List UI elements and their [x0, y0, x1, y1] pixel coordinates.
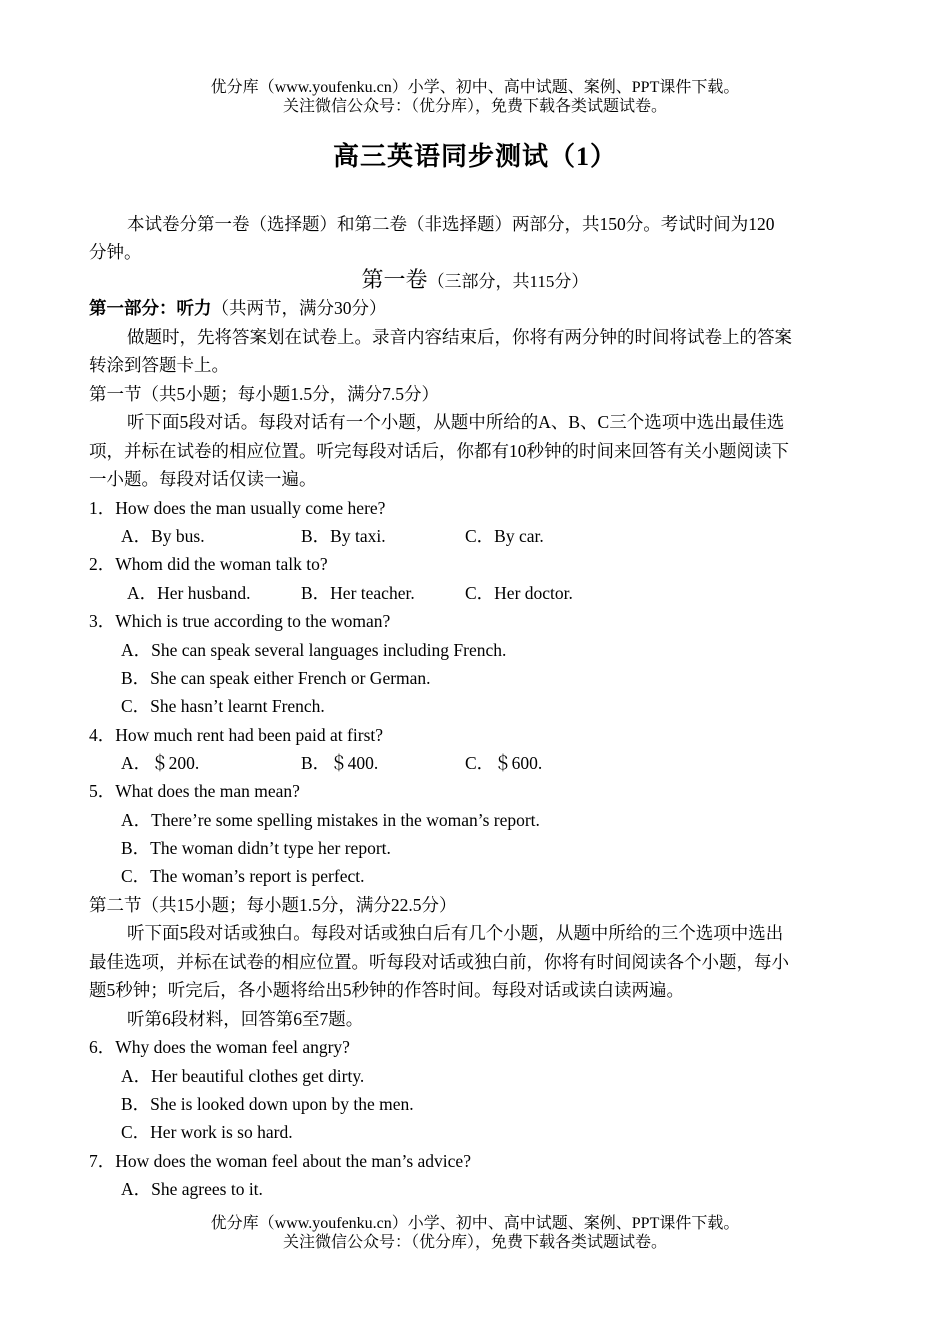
q3-option-b: B．She can speak either French or German.	[121, 668, 431, 688]
question-7: 7．How does the woman feel about the man’s advice?	[89, 1151, 471, 1171]
part1-heading	[89, 294, 387, 322]
section2-instr-line-3: 题5秒钟；听完后，各小题将给出5秒钟的作答时间。每段对话或读白读两遍。	[89, 980, 684, 1000]
part1-note: （共两节，满分30分）	[211, 298, 387, 318]
question-3: 3．Which is true according to the woman?	[89, 611, 391, 631]
q1-option-a: A．By bus.	[121, 526, 205, 546]
header-line-1: 优分库（www.youfenku.cn）小学、初中、高中试题、案例、PPT课件下载。	[210, 79, 740, 96]
q4-option-a: A．＄200.	[121, 753, 200, 773]
q6-option-c: C．Her work is so hard.	[121, 1122, 293, 1142]
section1-instr-line-2: 项，并标在试卷的相应位置。听完每段对话后，你都有10秒钟的时间来回答有关小题阅读下	[89, 441, 789, 461]
q2-option-a: A．Her husband.	[127, 583, 251, 603]
question-4: 4．How much rent had been paid at first?	[89, 725, 384, 745]
q2-option-c: C．Her doctor.	[465, 583, 573, 603]
section2-instr-line-2: 最佳选项，并标在试卷的相应位置。听每段对话或独白前，你将有时间阅读各个小题，每小	[89, 952, 789, 972]
question-1: 1．How does the man usually come here?	[89, 498, 386, 518]
question-5: 5．What does the man mean?	[89, 781, 300, 801]
material-6-note: 听第6段材料，回答第6至7题。	[127, 1009, 364, 1029]
footer-line-1: 优分库（www.youfenku.cn）小学、初中、高中试题、案例、PPT课件下载。	[210, 1215, 740, 1232]
q1-option-c: C．By car.	[465, 526, 544, 546]
section1-instr-line-3: 一小题。每段对话仅读一遍。	[89, 469, 317, 489]
part1-label: 第一部分：听力	[89, 298, 212, 318]
page-title: 高三英语同步测试（1）	[332, 142, 617, 171]
footer-line-2: 关注微信公众号：（优分库），免费下载各类试题试卷。	[282, 1234, 667, 1251]
volume-note: （三部分，共115分）	[427, 272, 589, 291]
question-6: 6．Why does the woman feel angry?	[89, 1037, 350, 1057]
q5-option-a: A．There’re some spelling mistakes in the woman’s report.	[121, 810, 540, 830]
q6-option-a: A．Her beautiful clothes get dirty.	[121, 1066, 365, 1086]
header-line-2: 关注微信公众号：（优分库），免费下载各类试题试卷。	[282, 98, 667, 115]
q4-option-c: C．＄600.	[465, 753, 543, 773]
part1-instr-line-2: 转涂到答题卡上。	[89, 355, 229, 375]
q5-option-b: B．The woman didn’t type her report.	[121, 838, 391, 858]
q2-option-b: B．Her teacher.	[301, 583, 415, 603]
section1-heading: 第一节（共5小题；每小题1.5分，满分7.5分）	[89, 384, 439, 404]
volume-heading	[0, 266, 950, 296]
q5-option-c: C．The woman’s report is perfect.	[121, 866, 365, 886]
q1-option-b: B．By taxi.	[301, 526, 386, 546]
section2-heading: 第二节（共15小题；每小题1.5分，满分22.5分）	[89, 895, 457, 915]
q6-option-b: B．She is looked down upon by the men.	[121, 1094, 414, 1114]
q4-option-b: B．＄400.	[301, 753, 379, 773]
q7-option-a: A．She agrees to it.	[121, 1179, 263, 1199]
question-2: 2．Whom did the woman talk to?	[89, 554, 328, 574]
q3-option-a: A．She can speak several languages including French.	[121, 640, 507, 660]
q3-option-c: C．She hasn’t learnt French.	[121, 696, 325, 716]
section1-instr-line-1: 听下面5段对话。每段对话有一个小题，从题中所给的A、B、C三个选项中选出最佳选	[127, 412, 785, 432]
section2-instr-line-1: 听下面5段对话或独白。每段对话或独白后有几个小题，从题中所给的三个选项中选出	[127, 923, 784, 943]
volume-title: 第一卷	[361, 267, 428, 292]
intro-line-2: 分钟。	[89, 242, 142, 262]
intro-line-1: 本试卷分第一卷（选择题）和第二卷（非选择题）两部分，共150分。考试时间为120	[127, 214, 775, 234]
part1-instr-line-1: 做题时，先将答案划在试卷上。录音内容结束后，你将有两分钟的时间将试卷上的答案	[127, 327, 792, 347]
